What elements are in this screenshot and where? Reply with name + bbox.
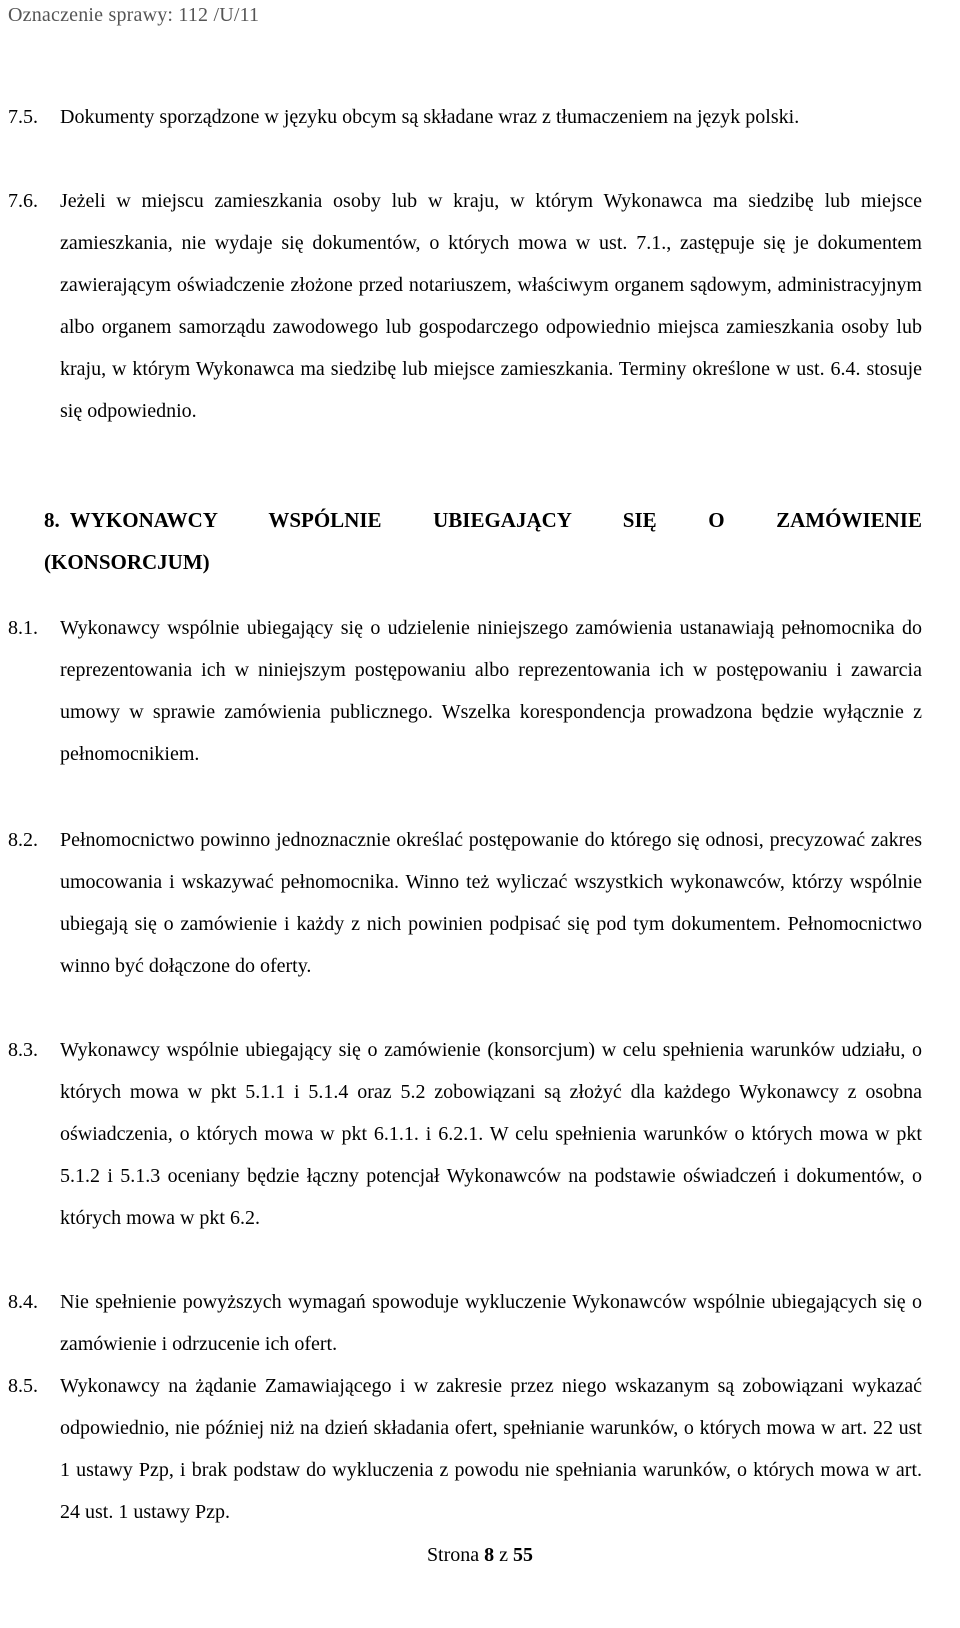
page-footer: [0, 1544, 960, 1567]
paragraph-number: 8.2.: [8, 829, 38, 851]
paragraph-number: 8.4.: [8, 1291, 38, 1313]
paragraph-text: Dokumenty sporządzone w języku obcym są składane wraz z tłumaczeniem na język polski.: [60, 106, 800, 128]
paragraph-number: 7.5.: [8, 106, 38, 128]
paragraph-8-3: [0, 1029, 922, 1239]
heading-line-2: (KONSORCJUM): [44, 550, 210, 574]
section-heading-8: [44, 499, 922, 583]
paragraph-number: 8.5.: [8, 1375, 38, 1397]
current-page-number: 8: [484, 1544, 495, 1566]
paragraph-7-5: [0, 96, 922, 138]
footer-prefix: Strona: [426, 1544, 480, 1566]
paragraph-text: Jeżeli w miejscu zamieszkania osoby lub w kraju, w którym Wykonawca ma siedzibę lub miejsce zamieszkania, nie wydaje się dokumentów, o których mowa w ust. 7.1., zastępuje się je dokumentem zawierającym oświadczenie złożone przed notariuszem, właściwym organem sądowym, administracyjnym albo organem samorządu zawodowego lub gospodarczego odpowiednio miejsca zamieszkania osoby lub kraju, w którym Wykonawca ma siedzibę lub miejsce zamieszkania. Terminy określone w ust. 6.4. stosuje się odpowiednio.: [60, 190, 922, 422]
paragraph-number: 8.3.: [8, 1039, 38, 1061]
paragraph-number: 7.6.: [8, 190, 38, 212]
paragraph-text: Wykonawcy wspólnie ubiegający się o udzielenie niniejszego zamówienia ustanawiają pełnomocnika do reprezentowania ich w niniejszym postępowaniu albo reprezentowania ich w postępowaniu i zawarcia umowy w sprawie zamówienia publicznego. Wszelka korespondencja prowadzona będzie wyłącznie z pełnomocnikiem.: [60, 617, 922, 765]
paragraph-7-6: [0, 180, 922, 432]
heading-number: 8.: [44, 508, 60, 532]
paragraph-text: Pełnomocnictwo powinno jednoznacznie określać postępowanie do którego się odnosi, precyzować zakres umocowania i wskazywać pełnomocnika. Winno też wyliczać wszystkich wykonawców, którzy wspólnie ubiegają się o zamówienie i każdy z nich powinien podpisać się pod tym dokumentem. Pełnomocnictwo winno być dołączone do oferty.: [60, 829, 922, 977]
heading-title: WYKONAWCY WSPÓLNIE UBIEGAJĄCY SIĘ O ZAMÓWIENIE: [69, 508, 922, 532]
footer-of: z: [499, 1544, 509, 1566]
paragraph-text: Wykonawcy wspólnie ubiegający się o zamówienie (konsorcjum) w celu spełnienia warunków udziału, o których mowa w pkt 5.1.1 i 5.1.4 oraz 5.2 zobowiązani są złożyć dla każdego Wykonawcy z osobna oświadczenia, o których mowa w pkt 6.1.1. i 6.2.1. W celu spełnienia warunków o których mowa w pkt 5.1.2 i 5.1.3 oceniany będzie łączny potencjał Wykonawców na podstawie oświadczeń i dokumentów, o których mowa w pkt 6.2.: [60, 1039, 922, 1229]
paragraph-text: Nie spełnienie powyższych wymagań spowoduje wykluczenie Wykonawców wspólnie ubiegających się o zamówienie i odrzucenie ich ofert.: [60, 1291, 922, 1355]
paragraph-text: Wykonawcy na żądanie Zamawiającego i w zakresie przez niego wskazanym są zobowiązani wykazać odpowiednio, nie później niż na dzień składania ofert, spełnianie warunków, o których mowa w art. 22 ust 1 ustawy Pzp, i brak podstaw do wykluczenia z powodu nie spełniania warunków, o których mowa w art. 24 ust. 1 ustawy Pzp.: [60, 1375, 922, 1523]
paragraph-8-4: [0, 1281, 922, 1365]
total-pages: 55: [513, 1544, 534, 1566]
paragraph-number: 8.1.: [8, 617, 38, 639]
heading-line-1: [44, 499, 922, 541]
case-reference: Oznaczenie sprawy: 112 /U/11: [8, 4, 260, 26]
paragraph-8-2: [0, 819, 922, 987]
paragraph-8-1: [0, 607, 922, 775]
paragraph-8-5: [0, 1365, 922, 1533]
